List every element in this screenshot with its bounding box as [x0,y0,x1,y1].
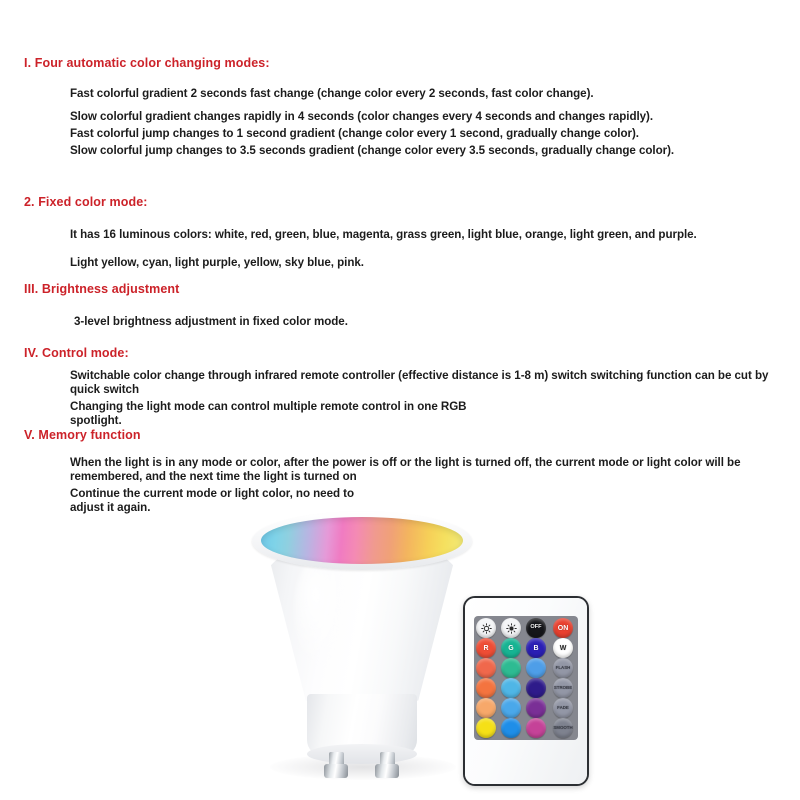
bulb-neck-base [307,744,417,764]
brightness-down-icon [506,623,517,634]
led-bulb-image [252,512,472,782]
remote-key-row [474,658,578,680]
remote-key-row [474,718,578,740]
section-heading-control-mode: IV. Control mode: [24,346,129,360]
remote-key-strobe[interactable] [553,678,573,698]
remote-key-label: G [508,644,514,652]
brightness-up-icon[interactable] [476,618,496,638]
remote-key-smooth[interactable] [553,718,573,738]
remote-key-label: R [483,644,489,652]
remote-key-color-r2c1[interactable] [501,658,521,678]
remote-key-g[interactable] [501,638,521,658]
bulb-pin-head-right [375,764,399,778]
bulb-rgb-face [261,517,463,564]
remote-key-color-r3c0[interactable] [476,678,496,698]
remote-key-label: ON [557,624,569,632]
remote-key-label: B [533,644,539,652]
remote-key-color-r2c0[interactable] [476,658,496,678]
remote-key-color-r3c1[interactable] [501,678,521,698]
remote-key-w[interactable] [553,638,573,658]
section-body-memory: When the light is in any mode or color, after the power is off or the light is turned off, the current mode or light color will be remembered, and the next time the light is turned on Continue the current mode or light color, no need to adjust it again. [70,456,741,514]
bulb-pin-head-left [324,764,348,778]
remote-key-on[interactable] [553,618,573,638]
section-heading-memory: V. Memory function [24,428,141,442]
remote-key-label: SMOOTH [553,724,573,730]
section-heading-auto-modes: I. Four automatic color changing modes: [24,56,270,70]
remote-key-label: FADE [557,704,569,710]
remote-key-row [474,678,578,700]
remote-key-color-r5c1[interactable] [501,718,521,738]
remote-key-row [474,698,578,720]
remote-key-color-r4c1[interactable] [501,698,521,718]
remote-key-b[interactable] [526,638,546,658]
section-body-control-mode: Switchable color change through infrared remote controller (effective distance is 1-8 m) switch switching function can be cut by quick switch Changing the light mode can control multiple remote control in one RGB spotlight. [70,369,769,427]
section-heading-brightness: III. Brightness adjustment [24,282,180,296]
remote-keypad [474,616,578,740]
section-body-auto-modes: Fast colorful gradient 2 seconds fast change (change color every 2 seconds, fast color change). Slow colorful gradient changes rapidly in 4 seconds (color changes every 4 seconds and changes rapidly). Fast colorful jump changes to 1 second gradient (change color every 1 second, gradually change color). Slow colorful jump changes to 3.5 seconds gradient (change color every 3.5 seconds, gradually change color). [70,87,675,157]
remote-key-label: STROBE [553,684,573,690]
remote-key-row [474,618,578,640]
remote-key-color-r4c0[interactable] [476,698,496,718]
brightness-up-icon [481,623,492,634]
remote-key-flash[interactable] [553,658,573,678]
remote-key-fade[interactable] [553,698,573,718]
product-photo-stage [0,495,800,800]
remote-key-r[interactable] [476,638,496,658]
section-body-brightness: 3-level brightness adjustment in fixed color mode. [74,315,348,328]
remote-key-label: W [559,644,567,652]
remote-key-color-r2c2[interactable] [526,658,546,678]
section-heading-fixed-color: 2. Fixed color mode: [24,195,148,209]
brightness-down-icon[interactable] [501,618,521,638]
section-body-fixed-color: It has 16 luminous colors: white, red, green, blue, magenta, grass green, light blue, orange, light green, and purple. Light yellow, cyan, light purple, yellow, sky blue, pink. [70,228,697,269]
bulb-highlight [294,556,346,666]
remote-key-label: OFF [530,624,542,631]
remote-key-row [474,638,578,660]
remote-key-color-r4c2[interactable] [526,698,546,718]
remote-key-color-r5c2[interactable] [526,718,546,738]
remote-key-color-r3c2[interactable] [526,678,546,698]
remote-key-color-r5c0[interactable] [476,718,496,738]
remote-key-label: FLASH [555,664,571,670]
remote-key-off[interactable] [526,618,546,638]
ir-remote-control[interactable] [463,596,589,786]
